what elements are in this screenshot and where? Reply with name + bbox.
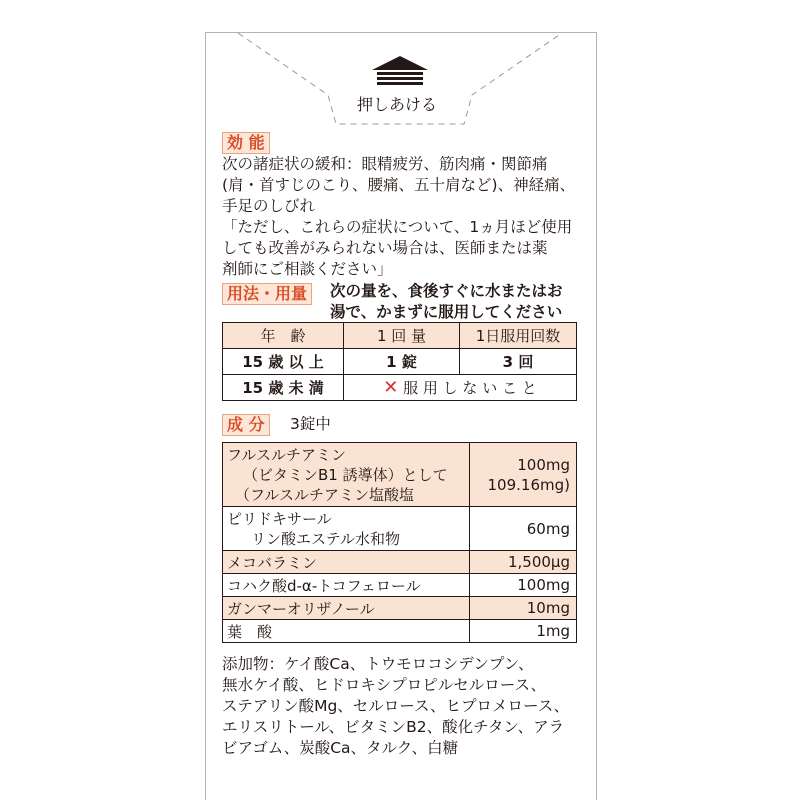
push-open-label: 押しあける (357, 95, 438, 114)
dosage-line: 次の量を、食後すぐに水またはお (330, 282, 563, 300)
dosage-note-cell (344, 375, 577, 401)
efficacy-line: 剤師にご相談ください」 (222, 260, 393, 278)
table-row (223, 551, 577, 574)
ingredients-table (222, 442, 577, 643)
dosage-label: 用法・用量 (222, 283, 312, 305)
ingredient-amount: 10mg (470, 597, 577, 620)
table-row (223, 597, 577, 620)
dosage-age-cell: 15 歳 以 上 (223, 349, 344, 375)
ingredient-amount: 100mg 109.16mg) (470, 443, 577, 507)
dosage-table-header (223, 323, 577, 349)
table-row (223, 349, 577, 375)
dosage-header-frequency: 1日服用回数 (460, 323, 577, 349)
ingredient-name: メコバラミン (223, 551, 470, 574)
table-row (223, 443, 577, 507)
efficacy-label: 効 能 (222, 132, 270, 154)
additives-line: 無水ケイ酸、ヒドロキシプロピルセルロース、 (222, 676, 546, 694)
table-row (223, 574, 577, 597)
additives-line: 添加物：ケイ酸Ca、トウモロコシデンプン、 (222, 655, 534, 673)
dosage-age-cell: 15 歳 未 満 (223, 375, 344, 401)
ingredient-amount: 1,500µg (470, 551, 577, 574)
additives-line: ビアゴム、炭酸Ca、タルク、白糖 (222, 739, 459, 757)
ingredient-name: 葉 酸 (223, 620, 470, 643)
dosage-header-amount: 1 回 量 (344, 323, 460, 349)
table-row (223, 620, 577, 643)
efficacy-line: (肩・首すじのこり、腰痛、五十肩など)、神経痛、 (222, 176, 576, 194)
efficacy-line: しても改善がみられない場合は、医師または薬 (222, 239, 548, 257)
dosage-table (222, 322, 577, 401)
efficacy-line: 「ただし、これらの症状について、1ヵ月ほど使用 (222, 218, 573, 236)
additives-line: ステアリン酸Mg、セルロース、ヒプロメロース、 (222, 697, 570, 715)
ingredient-name: コハク酸d-α-トコフェロール (223, 574, 470, 597)
ingredient-amount: 100mg (470, 574, 577, 597)
ingredient-amount: 1mg (470, 620, 577, 643)
table-row (223, 375, 577, 401)
dosage-line: 湯で、かまずに服用してください (330, 303, 563, 321)
efficacy-line: 次の諸症状の緩和：眼精疲労、筋肉痛・関節痛 (222, 155, 548, 173)
ingredient-name: ガンマーオリザノール (223, 597, 470, 620)
ingredient-amount: 60mg (470, 507, 577, 551)
ingredients-note: 3錠中 (290, 415, 331, 433)
ingredient-name: フルスルチアミン （ビタミンB1 誘導体）として （フルスルチアミン塩酸塩 (223, 443, 470, 507)
cross-icon: ✕ (383, 377, 399, 398)
dosage-frequency-cell: 3 回 (460, 349, 577, 375)
dosage-note-text: 服 用 し な い こ と (403, 379, 537, 397)
additives-line: エリスリトール、ビタミンB2、酸化チタン、アラ (222, 718, 565, 736)
ingredient-name: ピリドキサール リン酸エステル水和物 (223, 507, 470, 551)
ingredients-label: 成 分 (222, 414, 270, 436)
dosage-header-age: 年 齢 (223, 323, 344, 349)
push-arrow-icon (372, 56, 428, 88)
dosage-amount-cell: 1 錠 (344, 349, 460, 375)
efficacy-line: 手足のしびれ (222, 197, 316, 215)
table-row (223, 507, 577, 551)
